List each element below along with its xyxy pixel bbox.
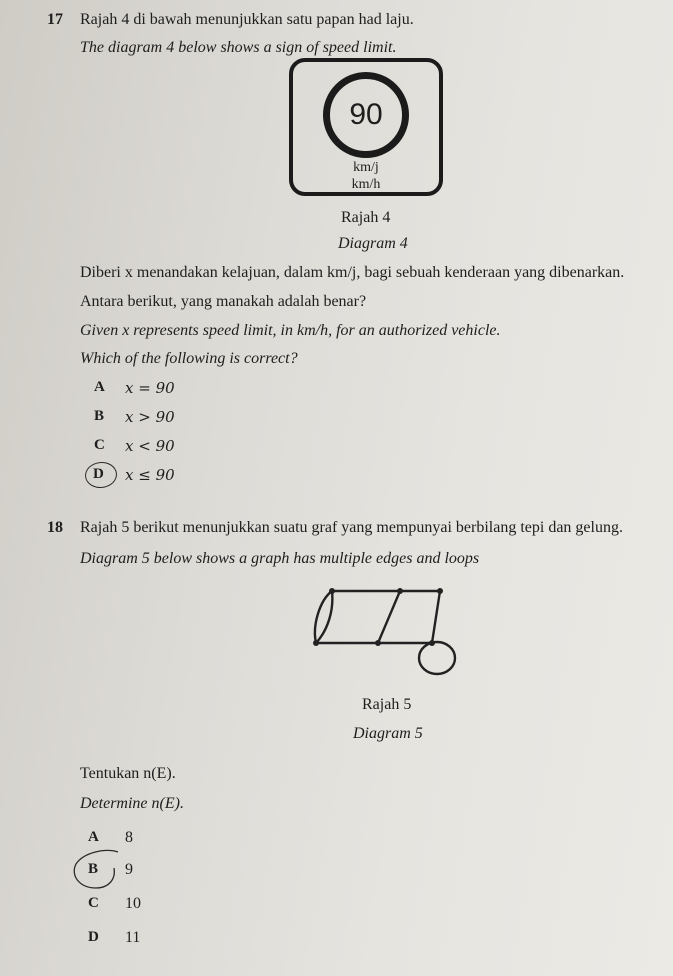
q17-option-c-letter[interactable]: C xyxy=(94,437,105,453)
q17-option-b-letter[interactable]: B xyxy=(94,408,105,424)
graph-vertex xyxy=(437,588,443,594)
question-18-question-english: Determine n(E). xyxy=(80,795,184,812)
question-18-number: 18 xyxy=(47,519,63,536)
q18-option-c-value[interactable]: 10 xyxy=(125,895,141,912)
diagram-5-caption-english: Diagram 5 xyxy=(353,725,423,742)
graph-edge-middle xyxy=(378,591,400,643)
graph-vertex xyxy=(329,588,335,594)
speed-unit-english: km/h xyxy=(351,177,381,192)
question-18-question-malay: Tentukan n(E). xyxy=(80,765,176,782)
question-17-number: 17 xyxy=(47,11,63,28)
diagram-5-caption-malay: Rajah 5 xyxy=(362,696,412,713)
speed-limit-circle xyxy=(323,72,409,158)
q17-option-a-expression[interactable]: x = 90 xyxy=(125,379,175,397)
question-17-question-english: Which of the following is correct? xyxy=(80,350,298,367)
q17-option-c-expression[interactable]: x < 90 xyxy=(125,437,175,455)
question-18-intro-malay: Rajah 5 berikut menunjukkan suatu graf yang mempunyai berbilang tepi dan gelung. xyxy=(80,519,623,536)
question-17-question-malay: Antara berikut, yang manakah adalah benar? xyxy=(80,293,367,310)
graph-loop xyxy=(419,642,455,674)
q18-option-a-letter[interactable]: A xyxy=(88,829,99,845)
q17-option-d-letter[interactable]: D xyxy=(93,466,104,482)
q18-option-b-letter[interactable]: B xyxy=(88,861,99,877)
pencil-circle-mark-d xyxy=(84,460,119,489)
diagram-5-graph xyxy=(300,575,470,680)
graph-vertex xyxy=(375,640,381,646)
question-17-given-malay: Diberi x menandakan kelajuan, dalam km/j, bagi sebuah kenderaan yang dibenarkan. xyxy=(80,264,625,281)
speed-unit-malay: km/j xyxy=(353,160,379,175)
diagram-4-caption-malay: Rajah 4 xyxy=(341,209,391,226)
q18-option-a-value[interactable]: 8 xyxy=(125,829,133,846)
question-17-given-english: Given x represents speed limit, in km/h, for an authorized vehicle. xyxy=(80,322,501,339)
question-17-intro-malay: Rajah 4 di bawah menunjukkan satu papan had laju. xyxy=(80,11,414,28)
graph-vertex xyxy=(397,588,403,594)
pencil-circle-mark-b xyxy=(66,846,126,892)
q18-option-d-letter[interactable]: D xyxy=(88,929,99,945)
q18-option-b-value[interactable]: 9 xyxy=(125,861,133,878)
q17-option-d-expression[interactable]: x ≤ 90 xyxy=(125,466,175,484)
q18-option-d-value[interactable]: 11 xyxy=(125,929,141,946)
graph-edge-right xyxy=(432,591,440,643)
speed-limit-sign xyxy=(289,58,443,196)
q17-option-b-expression[interactable]: x > 90 xyxy=(125,408,175,426)
q18-option-c-letter[interactable]: C xyxy=(88,895,99,911)
diagram-4-caption-english: Diagram 4 xyxy=(338,235,408,252)
graph-vertex xyxy=(429,640,435,646)
question-18-intro-english: Diagram 5 below shows a graph has multiple edges and loops xyxy=(80,550,480,567)
question-17-intro-english: The diagram 4 below shows a sign of speed limit. xyxy=(80,39,397,56)
speed-limit-value: 90 xyxy=(349,98,383,131)
graph-vertex xyxy=(313,640,319,646)
q17-option-a-letter[interactable]: A xyxy=(94,379,105,395)
